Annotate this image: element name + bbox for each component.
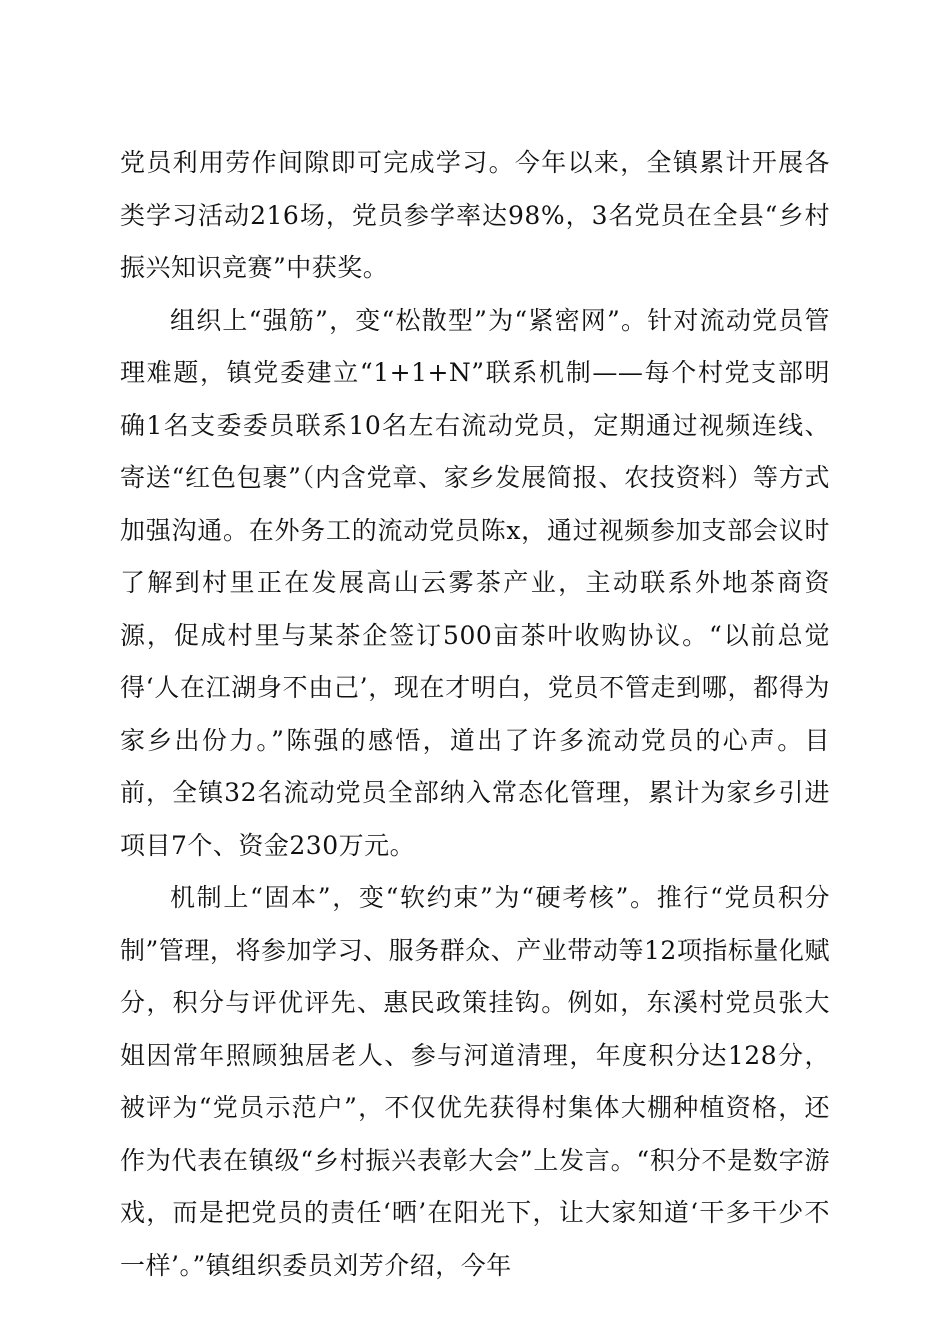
- paragraph-mechanism-consolidation: 机制上“固本”，变“软约束”为“硬考核”。推行“党员积分制”管理，将参加学习、服务群众、产业带动等12项指标量化赋分，积分与评优评先、惠民政策挂钩。例如，东溪村党员张大姐因常年照顾独居老人、参与河道清理，年度积分达128分，被评为“党员示范户”，不仅优先获得村集体大棚种植资格，还作为代表在镇级“乡村振兴表彰大会”上发言。“积分不是数字游戏，而是把党员的责任‘晒’在阳光下，让大家知道‘干多干少不一样’。”镇组织委员刘芳介绍，今年: [120, 883, 830, 1280]
- paragraph-organization-strengthening: 组织上“强筋”，变“松散型”为“紧密网”。针对流动党员管理难题，镇党委建立“1+1+N”联系机制——每个村党支部明确1名支委委员联系10名左右流动党员，定期通过视频连线、寄送“红色包裹”（内含党章、家乡发展简报、农技资料）等方式加强沟通。在外务工的流动党员陈x，通过视频参加支部会议时了解到村里正在发展高山云雾茶产业，主动联系外地茶商资源，促成村里与某茶企签订500亩茶叶收购协议。“以前总觉得‘人在江湖身不由己’，现在才明白，党员不管走到哪，都得为家乡出份力。”陈强的感悟，道出了许多流动党员的心声。目前，全镇32名流动党员全部纳入常态化管理，累计为家乡引进项目7个、资金230万元。: [120, 305, 830, 860]
- paragraph-continued-study-stats: 党员利用劳作间隙即可完成学习。今年以来，全镇累计开展各类学习活动216场，党员参学率达98%，3名党员在全县“乡村振兴知识竞赛”中获奖。: [120, 148, 830, 282]
- document-body: [120, 137, 830, 1292]
